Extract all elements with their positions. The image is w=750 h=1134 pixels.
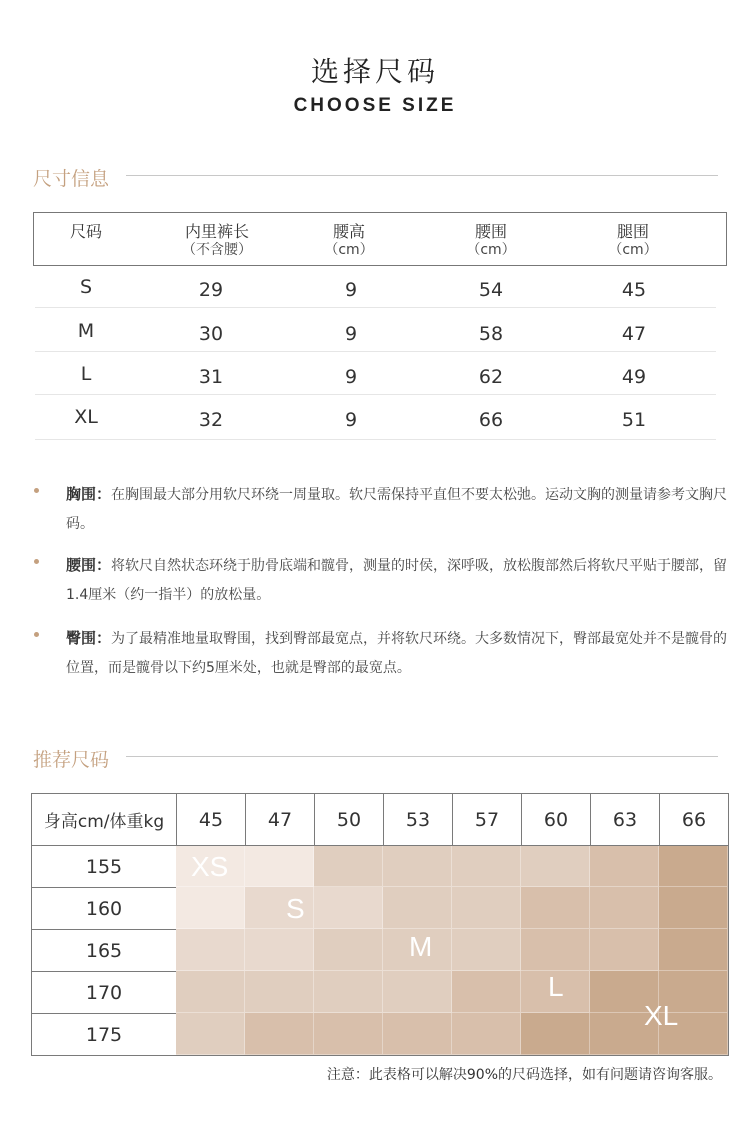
table-cell: 32	[198, 409, 224, 431]
size-zone-cell	[452, 887, 521, 929]
table-cell: 45	[621, 279, 647, 301]
bullet-dot	[34, 559, 39, 564]
size-zone-cell	[314, 845, 383, 887]
size-zone-cell	[383, 845, 452, 887]
note-text: 将软尺自然状态环绕于肋骨底端和髋骨，测量的时侯，深呼吸，放松腹部然后将软尺平贴于腰部，留1.4厘米（约一指半）的放松量。	[66, 558, 728, 603]
table-cell: 51	[621, 409, 647, 431]
weight-header: 47	[245, 793, 315, 846]
size-zone-cell	[452, 1013, 521, 1055]
table-cell: 9	[344, 409, 358, 431]
size-zone-cell	[521, 1013, 590, 1055]
size-zone-cell	[521, 887, 590, 929]
size-label: L	[548, 971, 564, 1002]
weight-header: 66	[659, 793, 729, 846]
table-cell: 49	[621, 366, 647, 388]
size-zone-cell	[383, 887, 452, 929]
height-label: 175	[31, 1013, 177, 1056]
note-label: 腰围：	[66, 556, 112, 574]
page-subtitle: CHOOSE SIZE	[293, 95, 457, 116]
size-zone-cell	[176, 887, 245, 929]
size-zone-cell	[245, 929, 314, 971]
note-label: 臀围：	[66, 629, 112, 647]
table-cell: L	[80, 363, 92, 385]
table-cell: 47	[621, 323, 647, 345]
row-divider	[35, 351, 716, 352]
note-item	[66, 551, 731, 610]
bullet-dot	[34, 488, 39, 493]
bullet-dot	[34, 632, 39, 637]
note-item	[66, 624, 731, 683]
weight-header: 45	[176, 793, 246, 846]
size-zone-cell	[245, 845, 314, 887]
section-divider	[126, 175, 718, 176]
size-zone-cell	[452, 971, 521, 1013]
note-text: 在胸围最大部分用软尺环绕一周量取。软尺需保持平直但不要太松弛。运动文胸的测量请参考文胸尺码。	[66, 487, 728, 532]
row-divider	[35, 394, 716, 395]
col-header: 内里裤长 （不含腰）	[182, 222, 252, 258]
weight-header: 60	[521, 793, 591, 846]
size-zone-cell	[659, 845, 728, 887]
table-cell: 58	[478, 323, 504, 345]
table-cell: 30	[198, 323, 224, 345]
size-info-title: 尺寸信息	[33, 168, 110, 190]
size-zone-cell	[521, 929, 590, 971]
col-header: 尺码	[69, 222, 102, 241]
col-header: 腰高 （cm）	[324, 222, 374, 258]
size-zone-cell	[314, 929, 383, 971]
section-divider	[126, 756, 718, 757]
table-cell: XL	[74, 406, 98, 428]
table-cell: 9	[344, 366, 358, 388]
table-cell: 9	[344, 279, 358, 301]
size-zone-cell	[176, 929, 245, 971]
size-zone-cell	[383, 971, 452, 1013]
weight-header: 53	[383, 793, 453, 846]
table-cell: 9	[344, 323, 358, 345]
row-divider	[35, 439, 716, 440]
grid-corner: 身高cm/体重kg	[31, 793, 177, 846]
table-cell: 66	[478, 409, 504, 431]
size-zone-cell	[521, 845, 590, 887]
size-zone-cell	[659, 887, 728, 929]
footnote: 注意：此表格可以解决90%的尺码选择，如有问题请咨询客服。	[326, 1067, 722, 1083]
weight-header: 50	[314, 793, 384, 846]
page-title: 选择尺码	[310, 55, 439, 88]
height-label: 160	[31, 887, 177, 930]
note-item	[66, 480, 731, 539]
size-zone-cell	[314, 971, 383, 1013]
size-zone-cell	[314, 1013, 383, 1055]
size-label: S	[286, 893, 305, 924]
size-label: XL	[644, 1000, 679, 1031]
note-text: 为了最精准地量取臀围，找到臀部最宽点，并将软尺环绕。大多数情况下，臀部最宽处并不是髋骨的位置，而是髋骨以下约5厘米处，也就是臀部的最宽点。	[66, 631, 728, 676]
col-header: 腿围 （cm）	[608, 222, 658, 258]
note-label: 胸围：	[66, 485, 112, 503]
size-zone-cell	[245, 971, 314, 1013]
size-zone-cell	[176, 971, 245, 1013]
size-zone-cell	[452, 929, 521, 971]
row-divider	[35, 307, 716, 308]
height-label: 155	[31, 845, 177, 888]
size-table-header	[33, 212, 727, 266]
size-zone-cell	[245, 1013, 314, 1055]
height-label: 165	[31, 929, 177, 972]
height-label: 170	[31, 971, 177, 1014]
weight-header: 63	[590, 793, 660, 846]
weight-header: 57	[452, 793, 522, 846]
size-zone-cell	[383, 1013, 452, 1055]
size-zone-cell	[176, 1013, 245, 1055]
table-cell: 62	[478, 366, 504, 388]
size-label: XS	[191, 851, 229, 882]
col-header: 腰围 （cm）	[466, 222, 516, 258]
size-label: M	[409, 931, 433, 962]
table-cell: 29	[198, 279, 224, 301]
table-cell: M	[77, 320, 95, 342]
size-zone-cell	[590, 887, 659, 929]
size-zone-cell	[314, 887, 383, 929]
table-cell: 54	[478, 279, 504, 301]
size-zone-cell	[590, 845, 659, 887]
size-zone-cell	[590, 929, 659, 971]
recommend-title: 推荐尺码	[33, 749, 110, 771]
size-zone-cell	[659, 929, 728, 971]
table-cell: 31	[198, 366, 224, 388]
table-cell: S	[79, 276, 93, 298]
size-zone-cell	[452, 845, 521, 887]
